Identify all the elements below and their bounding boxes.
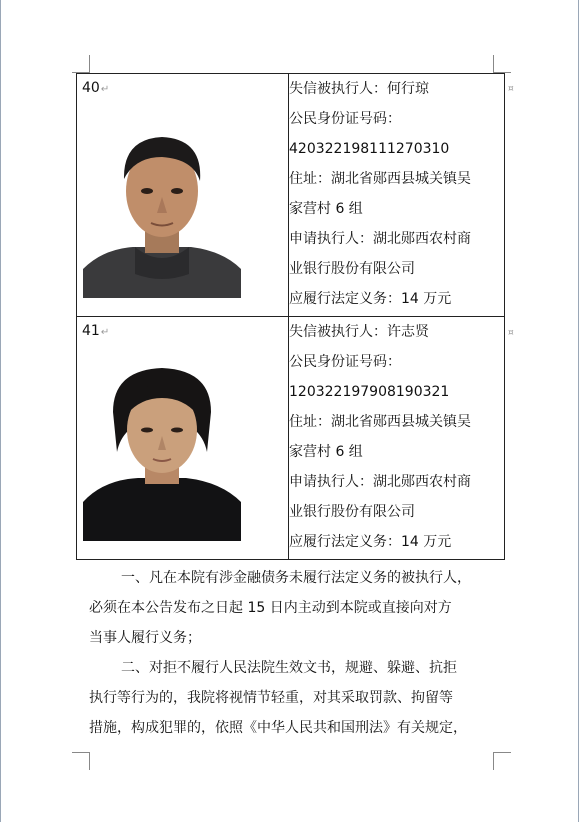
applicant-line-1: 申请执行人：湖北郧西农村商 bbox=[289, 474, 471, 490]
paragraph-mark-icon: ↵ bbox=[100, 84, 110, 95]
row-end-mark-icon: ¤ bbox=[508, 84, 514, 94]
notice-paragraph-2 bbox=[89, 653, 507, 743]
id-label-text: 公民身份证号码： bbox=[289, 354, 401, 370]
applicant-line-1: 申请执行人：湖北郧西农村商 bbox=[289, 231, 471, 247]
paragraph-line: 执行等行为的，我院将视情节轻重，对其采取罚款、拘留等 bbox=[89, 690, 453, 706]
record-number: 41 bbox=[82, 323, 100, 339]
debtor-table bbox=[76, 73, 505, 560]
row-end-mark-icon: ¤ bbox=[508, 328, 514, 338]
paragraph-line: 必须在本公告发布之日起 15 日内主动到本院或直接向对方 bbox=[89, 600, 452, 616]
crop-mark-bottom-left bbox=[72, 752, 90, 770]
address-line-2: 家营村 6 组 bbox=[289, 201, 363, 217]
paragraph-line: 措施，构成犯罪的，依照《中华人民共和国刑法》有关规定， bbox=[89, 720, 467, 736]
crop-mark-top-right bbox=[493, 55, 511, 73]
id-label-text: 公民身份证号码： bbox=[289, 111, 401, 127]
applicant-line-2: 业银行股份有限公司 bbox=[289, 261, 415, 277]
record-number: 40 bbox=[82, 80, 100, 96]
paragraph-line: 当事人履行义务； bbox=[89, 630, 201, 646]
address-line-2: 家营村 6 组 bbox=[289, 444, 363, 460]
photo-cell bbox=[77, 74, 289, 317]
photo-cell bbox=[77, 317, 289, 560]
portrait-photo-man bbox=[83, 109, 241, 298]
table-row bbox=[77, 317, 505, 560]
address-line-1: 住址：湖北省郧西县城关镇吴 bbox=[289, 414, 471, 430]
id-label-line bbox=[289, 104, 504, 134]
paragraph-mark-icon: ↵ bbox=[100, 327, 110, 338]
debtor-name-line: 失信被执行人：许志贤 bbox=[289, 324, 429, 340]
id-label-line bbox=[289, 347, 504, 377]
paragraph-line: 一、凡在本院有涉金融债务未履行法定义务的被执行人， bbox=[121, 570, 471, 586]
address-line-1: 住址：湖北省郧西县城关镇吴 bbox=[289, 171, 471, 187]
crop-mark-top-left bbox=[72, 55, 90, 73]
portrait-photo-woman bbox=[83, 352, 241, 541]
notice-paragraph-1 bbox=[89, 563, 507, 653]
table-row bbox=[77, 74, 505, 317]
info-cell bbox=[289, 317, 505, 560]
obligation-line: 应履行法定义务：14 万元 bbox=[289, 291, 452, 307]
id-number-line: 420322198111270310 bbox=[289, 141, 450, 157]
info-cell bbox=[289, 74, 505, 317]
obligation-line: 应履行法定义务：14 万元 bbox=[289, 534, 452, 550]
applicant-line-2: 业银行股份有限公司 bbox=[289, 504, 415, 520]
page-left-edge bbox=[0, 0, 1, 822]
id-number-line: 120322197908190321 bbox=[289, 384, 450, 400]
paragraph-line: 二、对拒不履行人民法院生效文书，规避、躲避、抗拒 bbox=[121, 660, 457, 676]
crop-mark-bottom-right bbox=[493, 752, 511, 770]
debtor-name-line: 失信被执行人：何行琼 bbox=[289, 81, 429, 97]
